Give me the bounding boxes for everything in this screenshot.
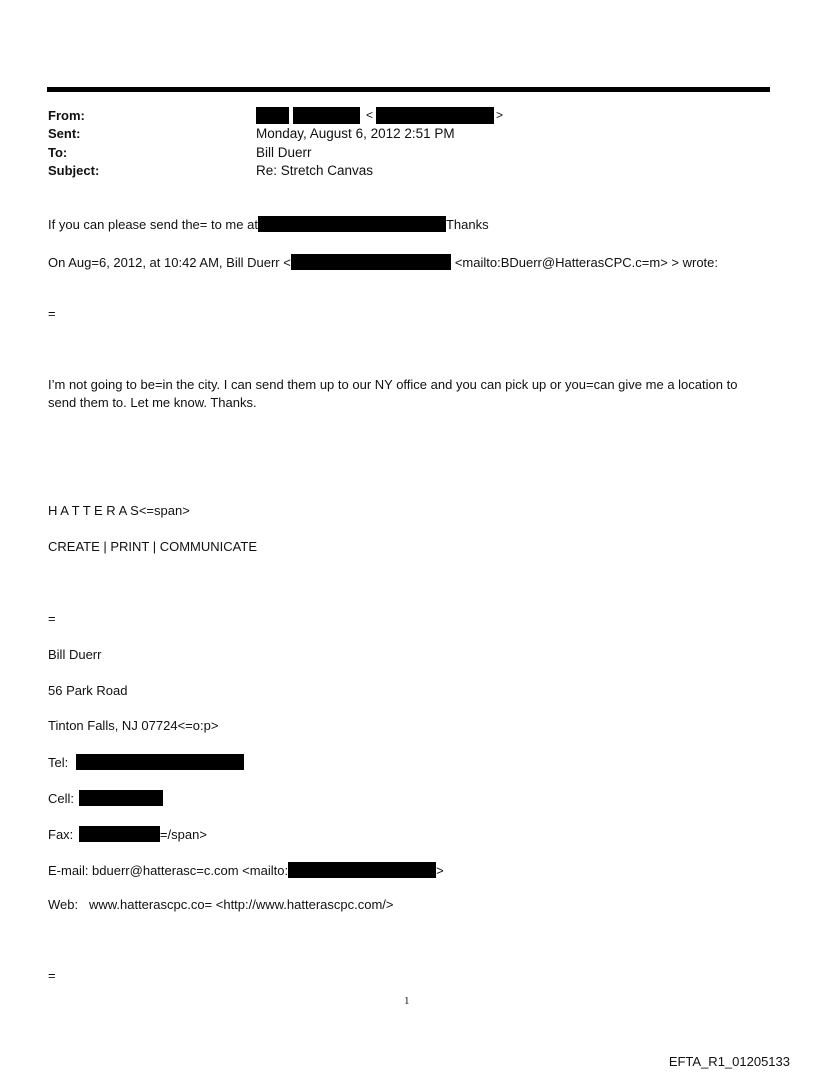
tel-label: Tel: — [48, 755, 69, 770]
email-gt: > — [436, 863, 444, 878]
from-label: From: — [48, 108, 85, 123]
paragraph-line-2: send them to. Let me know. Thanks. — [48, 395, 257, 410]
subject-value: Re: Stretch Canvas — [256, 163, 374, 178]
redaction-from-first — [256, 107, 289, 124]
brand-name: H A T T E R A S<=span> — [48, 503, 190, 518]
from-gt: > — [496, 108, 504, 122]
redaction-tel — [76, 754, 244, 770]
sent-label: Sent: — [48, 126, 81, 141]
signature-web: Web: www.hatterascpc.co= <http://www.hatterascpc.com/> — [48, 897, 394, 912]
fax-label: Fax: — [48, 827, 74, 842]
signature-cell — [48, 790, 163, 806]
signature-city: Tinton Falls, NJ 07724<=o:p> — [48, 718, 219, 733]
sent-value: Monday, August 6, 2012 2:51 PM — [256, 126, 455, 141]
redaction-address — [258, 216, 446, 232]
page-number: 1 — [404, 995, 410, 1007]
redaction-fax — [79, 826, 160, 842]
to-label: To: — [48, 145, 68, 160]
from-lt: < — [366, 108, 374, 122]
body-line-2-mailto: <mailto:BDuerr@HatterasCPC.c=m> > wrote: — [454, 255, 719, 270]
redaction-from-email — [376, 107, 494, 124]
header-rule — [47, 87, 770, 92]
signature-street: 56 Park Road — [48, 683, 128, 698]
signature-name: Bill Duerr — [48, 647, 102, 662]
redaction-from-last — [293, 107, 360, 124]
to-value: Bill Duerr — [256, 145, 312, 160]
separator-eq-3: = — [48, 968, 56, 983]
signature-email — [48, 862, 444, 878]
cell-label: Cell: — [48, 791, 75, 806]
separator-eq-1: = — [48, 306, 56, 321]
redaction-mailto — [288, 862, 436, 878]
body-line-1-thanks: Thanks — [445, 217, 489, 232]
redaction-email — [291, 254, 451, 270]
signature-tel — [48, 754, 244, 770]
body-line-1-text: If you can please send the= to me at — [48, 217, 258, 232]
paragraph-line-1: I’m not going to be=in the city. I can send them up to our NY office and you can pick up or you=can give me a location to — [48, 377, 738, 392]
brand-tagline: CREATE | PRINT | COMMUNICATE — [48, 539, 257, 554]
email-text: E-mail: bduerr@hatterasc=c.com <mailto: — [48, 863, 289, 878]
fax-suffix: =/span> — [159, 827, 207, 842]
subject-label: Subject: — [48, 163, 100, 178]
signature-fax — [48, 826, 207, 842]
separator-eq-2: = — [48, 611, 56, 626]
body-line-1 — [48, 216, 489, 232]
redaction-cell — [79, 790, 163, 806]
document-id: EFTA_R1_01205133 — [668, 1054, 790, 1069]
body-line-2-text: On Aug=6, 2012, at 10:42 AM, Bill Duerr < — [48, 255, 291, 270]
body-line-2 — [48, 254, 718, 270]
